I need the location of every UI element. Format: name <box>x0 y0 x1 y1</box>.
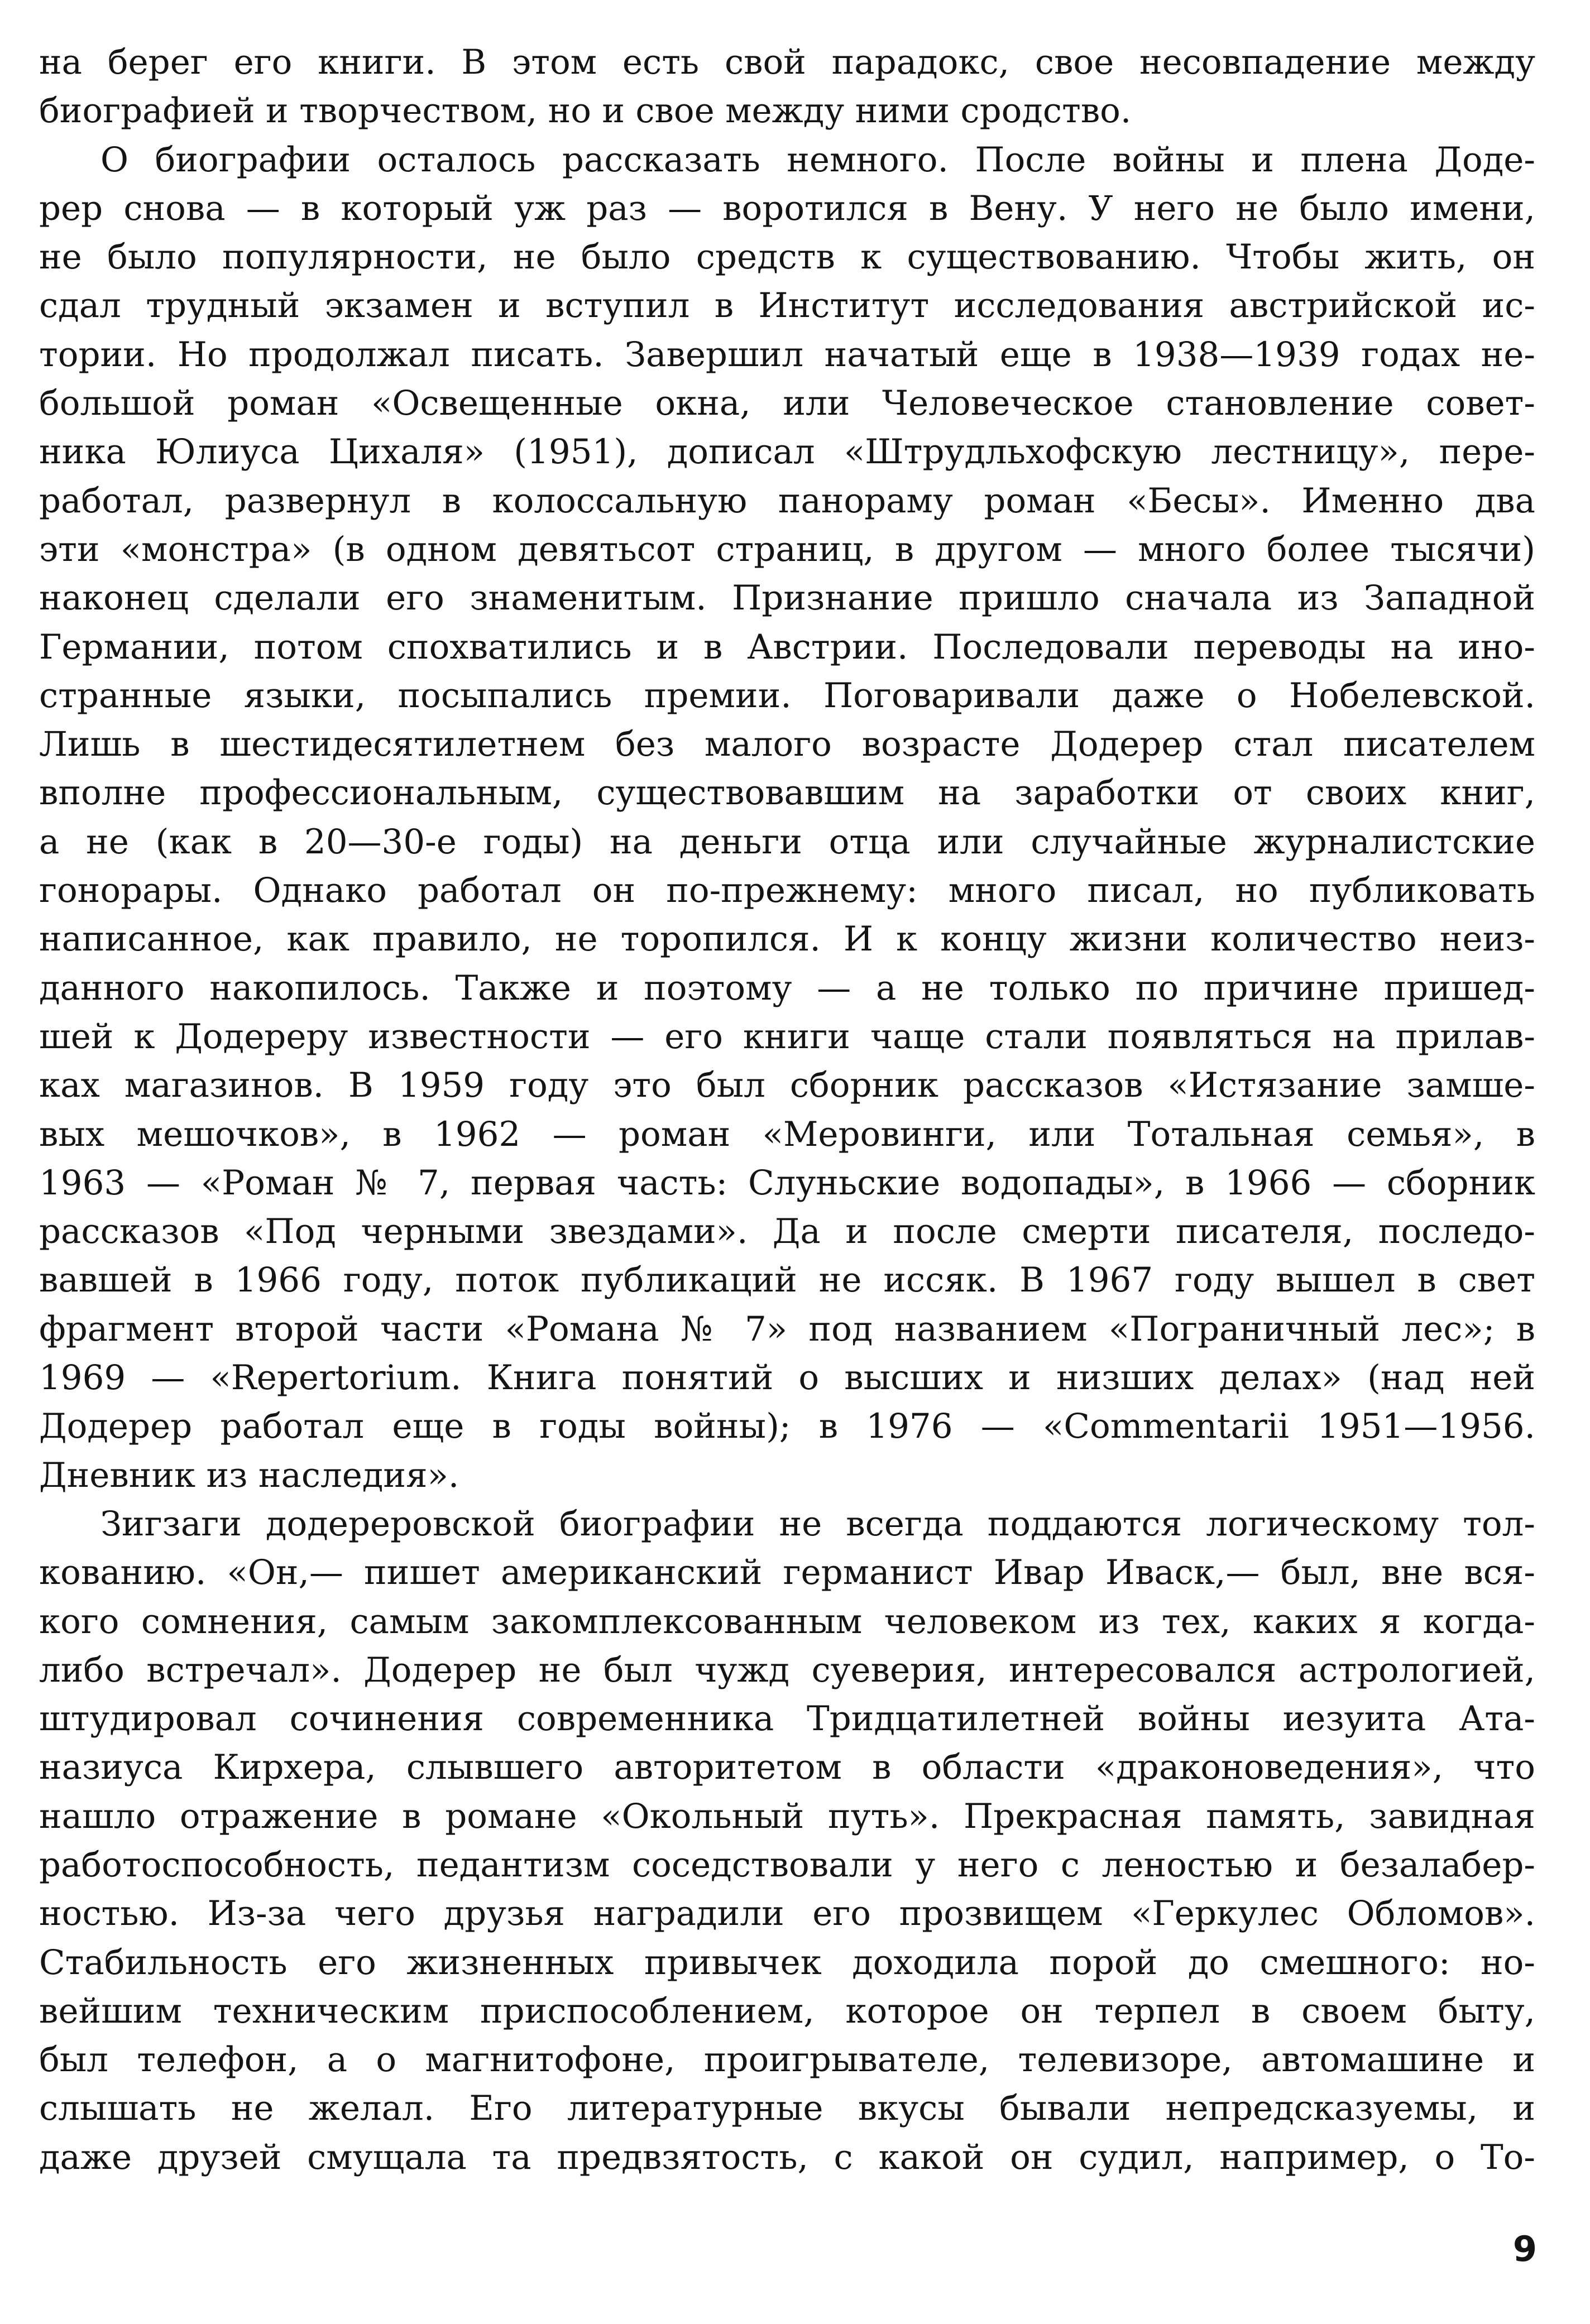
text-line: кованию. «Он,— пишет американский германист Ивар Иваск,— был, вне вся- <box>39 1553 1535 1593</box>
text-line: Германии, потом спохватились и в Австрии. Последовали переводы на ино- <box>39 627 1535 667</box>
text-line: ках магазинов. В 1959 году это был сборник рассказов «Истязание замше- <box>39 1065 1535 1106</box>
text-line: Стабильность его жизненных привычек доходила порой до смешного: но- <box>39 1942 1535 1982</box>
text-line: нашло отражение в романе «Окольный путь». Прекрасная память, завидная <box>39 1796 1535 1836</box>
paragraph-2 <box>39 136 1535 1500</box>
page-body <box>39 38 1535 2182</box>
text-line: наконец сделали его знаменитым. Признание пришло сначала из Западной <box>39 578 1535 618</box>
text-line: О биографии осталось рассказать немного. После войны и плена Доде- <box>100 140 1535 180</box>
text-line: был телефон, а о магнитофоне, проигрывателе, телевизоре, автомашине и <box>39 2040 1535 2080</box>
text-line: Дневник из наследия». <box>39 1455 459 1495</box>
text-line: Зигзаги додереровской биографии не всегда поддаются логическому тол- <box>100 1504 1535 1544</box>
text-line: Лишь в шестидесятилетнем без малого возрасте Додерер стал писателем <box>39 724 1535 765</box>
text-line: штудировал сочинения современника Тридцатилетней войны иезуита Ата- <box>39 1699 1535 1739</box>
text-line: даже друзей смущала та предвзятость, с какой он судил, например, о То- <box>39 2137 1535 2177</box>
text-line: тории. Но продолжал писать. Завершил начатый еще в 1938—1939 годах не- <box>39 334 1535 374</box>
text-line: данного накопилось. Также и поэтому — а не только по причине пришед- <box>39 968 1535 1008</box>
paragraph-3 <box>39 1500 1535 2182</box>
text-line: сдал трудный экзамен и вступил в Институт исследования австрийской ис- <box>39 286 1535 326</box>
paragraph-1 <box>39 38 1535 136</box>
text-line: вавшей в 1966 году, поток публикаций не иссяк. В 1967 году вышел в свет <box>39 1260 1535 1300</box>
text-line: 1963 — «Роман № 7, первая часть: Слуньские водопады», в 1966 — сборник <box>39 1163 1535 1203</box>
text-line: слышать не желал. Его литературные вкусы бывали непредсказуемы, и <box>39 2088 1535 2129</box>
text-line: 1969 — «Repertorium. Книга понятий о высших и низших делах» (над ней <box>39 1358 1535 1398</box>
text-line: написанное, как правило, не торопился. И к концу жизни количество неиз- <box>39 919 1535 959</box>
text-line: странные языки, посыпались премии. Поговаривали даже о Нобелевской. <box>39 675 1535 716</box>
text-line: рассказов «Под черными звездами». Да и после смерти писателя, последо- <box>39 1212 1535 1252</box>
text-line: шей к Додереру известности — его книги чаще стали появляться на прилав- <box>39 1016 1535 1057</box>
text-line: фрагмент второй части «Романа № 7» под названием «Пограничный лес»; в <box>39 1309 1535 1349</box>
text-line: либо встречал». Додерер не был чужд суеверия, интересовался астрологией, <box>39 1650 1535 1690</box>
text-line: работал, развернул в колоссальную панораму роман «Бесы». Именно два <box>39 481 1535 521</box>
text-line: вейшим техническим приспособлением, которое он терпел в своем быту, <box>39 1991 1535 2031</box>
text-line: биографией и творчеством, но и свое между ними сродство. <box>39 91 1132 131</box>
text-line: эти «монстра» (в одном девятьсот страниц, в другом — много более тысячи) <box>39 529 1535 569</box>
text-line: на берег его книги. В этом есть свой парадокс, свое несовпадение между <box>39 42 1535 82</box>
text-line: Додерер работал еще в годы войны); в 1976 — «Commentarii 1951—1956. <box>39 1406 1535 1447</box>
text-line: не было популярности, не было средств к существованию. Чтобы жить, он <box>39 237 1535 277</box>
text-line: ника Юлиуса Цихаля» (1951), дописал «Штрудльхофскую лестницу», пере- <box>39 432 1535 472</box>
text-line: гонорары. Однако работал он по-прежнему: много писал, но публиковать <box>39 871 1535 911</box>
text-line: а не (как в 20—30-е годы) на деньги отца или случайные журналистские <box>39 822 1535 862</box>
text-line: большой роман «Освещенные окна, или Человеческое становление совет- <box>39 383 1535 424</box>
text-line: ностью. Из-за чего друзья наградили его прозвищем «Геркулес Обломов». <box>39 1894 1535 1934</box>
text-line: назиуса Кирхера, слывшего авторитетом в области «драконоведения», что <box>39 1747 1535 1788</box>
text-line: работоспособность, педантизм соседствовали у него с леностью и безалабер- <box>39 1845 1535 1885</box>
page-number: 9 <box>1512 2229 1537 2269</box>
text-line: кого сомнения, самым закомплексованным человеком из тех, каких я когда- <box>39 1601 1535 1641</box>
text-line: вполне профессиональным, существовавшим на заработки от своих книг, <box>39 773 1535 813</box>
text-line: рер снова — в который уж раз — воротился в Вену. У него не было имени, <box>39 188 1535 228</box>
text-line: вых мешочков», в 1962 — роман «Меровинги, или Тотальная семья», в <box>39 1114 1535 1154</box>
